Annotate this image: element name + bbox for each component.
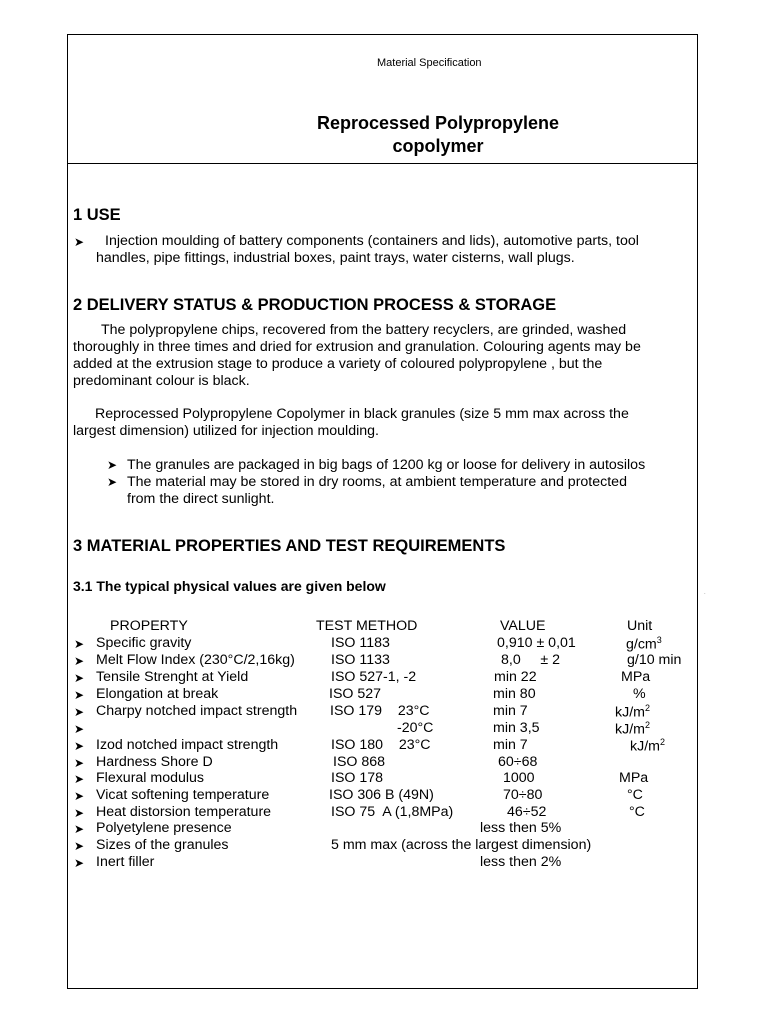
arrowhead-bullet-icon: ➤: [74, 772, 85, 786]
row-method: ISO 868: [333, 754, 386, 770]
arrowhead-bullet-icon: ➤: [74, 637, 85, 651]
arrowhead-bullet-icon: ➤: [74, 856, 85, 870]
arrowhead-bullet-icon: ➤: [74, 705, 85, 719]
unit-superscript: 3: [656, 635, 662, 645]
row-property: Izod notched impact strength: [96, 737, 279, 753]
row-value: min 7: [493, 737, 528, 753]
row-property: Flexural modulus: [96, 770, 205, 786]
row-value: 60÷68: [498, 754, 538, 770]
row-unit: %: [633, 686, 646, 702]
row-method: ISO 1133: [331, 652, 390, 668]
properties-subheading: 3.1 The typical physical values are given below: [73, 578, 386, 594]
arrowhead-bullet-icon: ➤: [74, 839, 85, 853]
row-unit: g/10 min: [627, 652, 682, 668]
title-line-1: Reprocessed Polypropylene: [316, 113, 560, 133]
delivery-para1-line-4: predominant colour is black.: [73, 373, 250, 389]
unit-superscript: 2: [644, 703, 650, 713]
row-property: Elongation at break: [96, 686, 219, 702]
row-unit: [626, 635, 662, 653]
row-property: Heat distorsion temperature: [96, 804, 272, 820]
delivery-bullet-2-line-2: from the direct sunlight.: [127, 491, 275, 507]
delivery-para2-line-1: Reprocessed Polypropylene Copolymer in black granules (size 5 mm max across the: [95, 406, 629, 422]
row-unit: °C: [629, 804, 645, 820]
row-value: min 22: [494, 669, 537, 685]
row-property: Inert filler: [96, 854, 155, 870]
row-unit: MPa: [621, 669, 651, 685]
header-divider: [68, 163, 697, 164]
row-value: 0,910 ± 0,01: [497, 635, 576, 651]
arrowhead-bullet-icon: ➤: [74, 688, 85, 702]
arrowhead-bullet-icon: ➤: [74, 722, 85, 736]
section-properties-heading: 3 MATERIAL PROPERTIES AND TEST REQUIREMENTS: [73, 537, 506, 555]
delivery-para2-line-2: largest dimension) utilized for injection moulding.: [73, 423, 379, 439]
delivery-para1-line-1: The polypropylene chips, recovered from the battery recyclers, are grinded, washed: [101, 322, 627, 338]
section-use-heading: 1 USE: [73, 206, 121, 224]
row-method: ISO 178: [331, 770, 384, 786]
row-method: 5 mm max (across the largest dimension): [331, 837, 592, 853]
row-property: Specific gravity: [96, 635, 192, 651]
row-value: 70÷80: [503, 787, 543, 803]
arrowhead-bullet-icon: ➤: [74, 671, 85, 685]
row-property: Hardness Shore D: [96, 754, 213, 770]
row-property: Tensile Strenght at Yield: [96, 669, 249, 685]
row-value: 46÷52: [507, 804, 547, 820]
stray-mark: .: [704, 590, 706, 596]
delivery-bullet-1: The granules are packaged in big bags of 1200 kg or loose for delivery in autosilos: [127, 457, 646, 473]
unit-superscript: 2: [659, 737, 665, 747]
row-method: -20°C: [397, 720, 434, 736]
arrowhead-bullet-icon: ➤: [107, 458, 118, 472]
row-unit: MPa: [619, 770, 649, 786]
row-property: Polyetylene presence: [96, 820, 232, 836]
arrowhead-bullet-icon: ➤: [107, 475, 118, 489]
row-value: min 3,5: [493, 720, 540, 736]
row-property: Sizes of the granules: [96, 837, 229, 853]
delivery-bullet-2-line-1: The material may be stored in dry rooms, at ambient temperature and protected: [127, 474, 627, 490]
row-value: less then 5%: [480, 820, 562, 836]
row-value: 1000: [503, 770, 535, 786]
row-unit: [615, 703, 650, 721]
arrowhead-bullet-icon: ➤: [74, 739, 85, 753]
unit-superscript: 2: [644, 720, 650, 730]
use-bullet-line-2: handles, pipe fittings, industrial boxes, paint trays, water cisterns, wall plugs.: [96, 250, 575, 266]
column-header-property: PROPERTY: [110, 618, 188, 634]
row-property: Charpy notched impact strength: [96, 703, 298, 719]
unit-text: kJ/m: [615, 704, 645, 721]
arrowhead-bullet-icon: ➤: [74, 822, 85, 836]
column-header-value: VALUE: [500, 618, 546, 634]
unit-text: kJ/m: [630, 738, 660, 755]
title-line-2: copolymer: [392, 136, 484, 156]
row-method: ISO 527: [329, 686, 382, 702]
row-method: ISO 180 23°C: [331, 737, 431, 753]
arrowhead-bullet-icon: ➤: [74, 235, 85, 249]
row-method: ISO 179 23°C: [330, 703, 430, 719]
use-bullet-line-1: Injection moulding of battery components (containers and lids), automotive parts, tool: [105, 233, 639, 249]
row-value: less then 2%: [480, 854, 562, 870]
row-unit: [630, 737, 665, 755]
document-label: Material Specification: [377, 57, 482, 69]
row-unit: °C: [627, 787, 643, 803]
arrowhead-bullet-icon: ➤: [74, 806, 85, 820]
row-value: min 7: [493, 703, 528, 719]
column-header-test-method: TEST METHOD: [316, 618, 418, 634]
arrowhead-bullet-icon: ➤: [74, 789, 85, 803]
delivery-para1-line-3: added at the extrusion stage to produce a variety of coloured polypropylene , but the: [73, 356, 603, 372]
delivery-para1-line-2: thoroughly in three times and dried for extrusion and granulation. Colouring agents may be: [73, 339, 641, 355]
row-value: min 80: [493, 686, 536, 702]
row-method: ISO 527-1, -2: [331, 669, 417, 685]
unit-text: g/cm: [626, 636, 657, 653]
unit-text: kJ/m: [615, 721, 645, 738]
row-unit: [615, 720, 650, 738]
row-value: 8,0 ± 2: [501, 652, 561, 668]
row-method: ISO 75 A (1,8MPa): [331, 804, 454, 820]
row-property: Vicat softening temperature: [96, 787, 270, 803]
column-header-unit: Unit: [627, 618, 653, 634]
arrowhead-bullet-icon: ➤: [74, 654, 85, 668]
row-method: ISO 1183: [331, 635, 390, 651]
row-property: Melt Flow Index (230°C/2,16kg): [96, 652, 295, 668]
section-delivery-heading: 2 DELIVERY STATUS & PRODUCTION PROCESS & STORAGE: [73, 296, 557, 314]
arrowhead-bullet-icon: ➤: [74, 756, 85, 770]
row-method: ISO 306 B (49N): [329, 787, 434, 803]
